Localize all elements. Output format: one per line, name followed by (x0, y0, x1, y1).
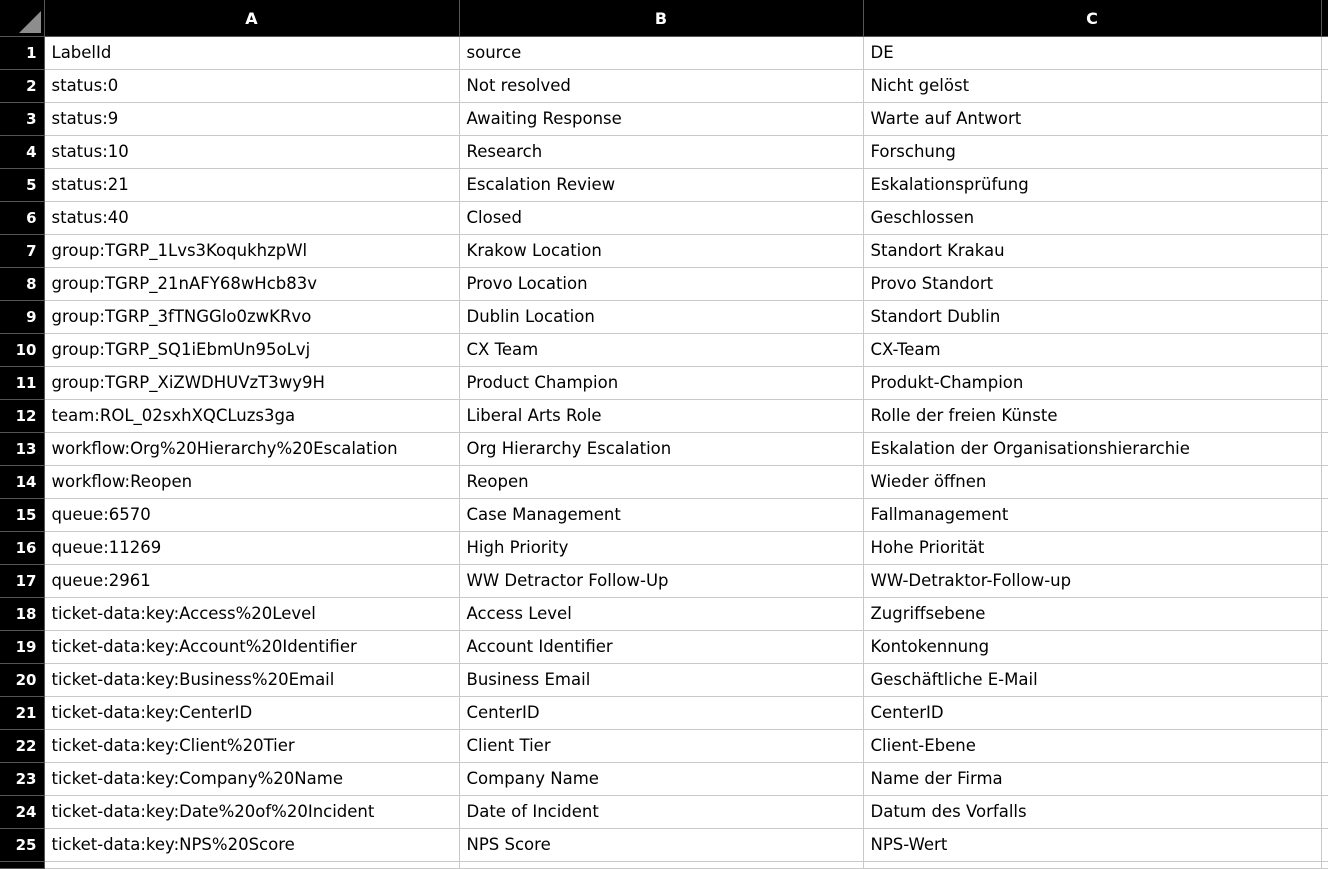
cell-b[interactable]: Not resolved (459, 70, 863, 103)
cell-c[interactable]: Produkt-Champion (863, 367, 1321, 400)
cell-overflow[interactable] (1321, 301, 1328, 334)
cell-b[interactable]: Dublin Location (459, 301, 863, 334)
cell-c[interactable]: Provo Standort (863, 268, 1321, 301)
cell-a[interactable]: status:21 (44, 169, 459, 202)
cell-a[interactable]: ticket-data:key:Account%20Identifier (44, 631, 459, 664)
cell-c[interactable]: WW-Detraktor-Follow-up (863, 565, 1321, 598)
cell-overflow[interactable] (1321, 862, 1328, 869)
column-header-b[interactable]: B (459, 0, 863, 37)
column-header-c[interactable]: C (863, 0, 1321, 37)
cell-overflow[interactable] (1321, 268, 1328, 301)
cell-b[interactable]: Business Email (459, 664, 863, 697)
table-row-partial[interactable] (0, 862, 1328, 869)
cell-c[interactable]: Hohe Priorität (863, 532, 1321, 565)
cell-c[interactable]: Name der Firma (863, 763, 1321, 796)
cell-c[interactable]: Geschlossen (863, 202, 1321, 235)
table-row[interactable] (0, 268, 1328, 301)
table-row[interactable] (0, 169, 1328, 202)
row-header[interactable]: 21 (0, 697, 44, 730)
cell-a[interactable] (44, 862, 459, 869)
row-header[interactable]: 23 (0, 763, 44, 796)
cell-a[interactable]: workflow:Reopen (44, 466, 459, 499)
cell-a[interactable]: group:TGRP_XiZWDHUVzT3wy9H (44, 367, 459, 400)
cell-a[interactable]: queue:2961 (44, 565, 459, 598)
cell-overflow[interactable] (1321, 631, 1328, 664)
cell-overflow[interactable] (1321, 499, 1328, 532)
row-header[interactable]: 14 (0, 466, 44, 499)
cell-b[interactable]: Access Level (459, 598, 863, 631)
cell-b[interactable]: Provo Location (459, 268, 863, 301)
cell-b[interactable]: Closed (459, 202, 863, 235)
table-row[interactable] (0, 235, 1328, 268)
cell-b[interactable]: High Priority (459, 532, 863, 565)
row-header[interactable]: 7 (0, 235, 44, 268)
row-header[interactable]: 9 (0, 301, 44, 334)
cell-b[interactable]: CX Team (459, 334, 863, 367)
column-header-a[interactable]: A (44, 0, 459, 37)
cell-c[interactable]: CX-Team (863, 334, 1321, 367)
cell-overflow[interactable] (1321, 169, 1328, 202)
cell-b[interactable]: WW Detractor Follow-Up (459, 565, 863, 598)
row-header[interactable]: 4 (0, 136, 44, 169)
cell-b[interactable]: Account Identifier (459, 631, 863, 664)
table-row[interactable] (0, 202, 1328, 235)
grid-body (0, 37, 1328, 869)
table-row[interactable] (0, 136, 1328, 169)
cell-c[interactable]: Nicht gelöst (863, 70, 1321, 103)
cell-c[interactable]: Zugriffsebene (863, 598, 1321, 631)
cell-c[interactable]: Forschung (863, 136, 1321, 169)
row-header[interactable]: 11 (0, 367, 44, 400)
row-header[interactable]: 10 (0, 334, 44, 367)
table-row[interactable] (0, 103, 1328, 136)
row-header[interactable]: 19 (0, 631, 44, 664)
cell-c[interactable]: Standort Dublin (863, 301, 1321, 334)
table-row[interactable] (0, 763, 1328, 796)
cell-overflow[interactable] (1321, 37, 1328, 70)
cell-overflow[interactable] (1321, 202, 1328, 235)
cell-c[interactable]: Kontokennung (863, 631, 1321, 664)
cell-a[interactable]: workflow:Org%20Hierarchy%20Escalation (44, 433, 459, 466)
cell-c[interactable]: Standort Krakau (863, 235, 1321, 268)
cell-overflow[interactable] (1321, 136, 1328, 169)
cell-a[interactable]: ticket-data:key:Access%20Level (44, 598, 459, 631)
cell-overflow[interactable] (1321, 466, 1328, 499)
cell-b[interactable]: Research (459, 136, 863, 169)
cell-b[interactable]: source (459, 37, 863, 70)
cell-b[interactable]: Escalation Review (459, 169, 863, 202)
cell-c[interactable]: Geschäftliche E-Mail (863, 664, 1321, 697)
cell-b[interactable]: Company Name (459, 763, 863, 796)
row-header[interactable]: 16 (0, 532, 44, 565)
table-row[interactable] (0, 697, 1328, 730)
cell-c[interactable]: Warte auf Antwort (863, 103, 1321, 136)
table-row[interactable] (0, 598, 1328, 631)
table-row[interactable] (0, 400, 1328, 433)
cell-overflow[interactable] (1321, 532, 1328, 565)
cell-a[interactable]: group:TGRP_SQ1iEbmUn95oLvj (44, 334, 459, 367)
table-row[interactable] (0, 433, 1328, 466)
cell-overflow[interactable] (1321, 70, 1328, 103)
cell-overflow[interactable] (1321, 103, 1328, 136)
row-header[interactable]: 17 (0, 565, 44, 598)
row-header[interactable]: 15 (0, 499, 44, 532)
table-row[interactable] (0, 796, 1328, 829)
cell-b[interactable]: Date of Incident (459, 796, 863, 829)
row-header[interactable]: 25 (0, 829, 44, 862)
cell-overflow[interactable] (1321, 763, 1328, 796)
row-header[interactable]: 20 (0, 664, 44, 697)
cell-c[interactable]: Eskalation der Organisationshierarchie (863, 433, 1321, 466)
row-header[interactable]: 18 (0, 598, 44, 631)
cell-overflow[interactable] (1321, 697, 1328, 730)
cell-a[interactable]: ticket-data:key:CenterID (44, 697, 459, 730)
cell-c[interactable]: Rolle der freien Künste (863, 400, 1321, 433)
table-row[interactable] (0, 466, 1328, 499)
cell-a[interactable]: status:0 (44, 70, 459, 103)
table-row[interactable] (0, 499, 1328, 532)
cell-b[interactable]: CenterID (459, 697, 863, 730)
cell-overflow[interactable] (1321, 400, 1328, 433)
cell-c[interactable]: Datum des Vorfalls (863, 796, 1321, 829)
cell-overflow[interactable] (1321, 565, 1328, 598)
cell-a[interactable]: status:10 (44, 136, 459, 169)
select-all-icon (19, 11, 41, 33)
row-header[interactable]: 22 (0, 730, 44, 763)
cell-b[interactable] (459, 862, 863, 869)
cell-b[interactable]: Liberal Arts Role (459, 400, 863, 433)
cell-a[interactable]: status:9 (44, 103, 459, 136)
cell-overflow[interactable] (1321, 598, 1328, 631)
row-header[interactable]: 24 (0, 796, 44, 829)
table-row[interactable] (0, 532, 1328, 565)
row-header[interactable]: 13 (0, 433, 44, 466)
cell-a[interactable]: ticket-data:key:Business%20Email (44, 664, 459, 697)
cell-c[interactable]: Client-Ebene (863, 730, 1321, 763)
cell-overflow[interactable] (1321, 433, 1328, 466)
row-header[interactable]: 1 (0, 37, 44, 70)
cell-b[interactable]: Awaiting Response (459, 103, 863, 136)
cell-a[interactable]: ticket-data:key:Company%20Name (44, 763, 459, 796)
table-row[interactable] (0, 631, 1328, 664)
cell-overflow[interactable] (1321, 796, 1328, 829)
cell-a[interactable]: status:40 (44, 202, 459, 235)
cell-a[interactable]: team:ROL_02sxhXQCLuzs3ga (44, 400, 459, 433)
cell-a[interactable]: group:TGRP_3fTNGGlo0zwKRvo (44, 301, 459, 334)
cell-a[interactable]: ticket-data:key:NPS%20Score (44, 829, 459, 862)
cell-overflow[interactable] (1321, 664, 1328, 697)
cell-c[interactable] (863, 862, 1321, 869)
row-header[interactable]: 2 (0, 70, 44, 103)
cell-a[interactable]: ticket-data:key:Client%20Tier (44, 730, 459, 763)
cell-c[interactable]: DE (863, 37, 1321, 70)
column-header-row (0, 0, 1328, 37)
cell-overflow[interactable] (1321, 730, 1328, 763)
column-header-overflow[interactable] (1321, 0, 1328, 37)
cell-b[interactable]: Case Management (459, 499, 863, 532)
cell-b[interactable]: Reopen (459, 466, 863, 499)
row-header[interactable]: 6 (0, 202, 44, 235)
cell-c[interactable]: CenterID (863, 697, 1321, 730)
table-row[interactable] (0, 829, 1328, 862)
select-all-corner[interactable] (0, 0, 44, 37)
row-header[interactable]: 12 (0, 400, 44, 433)
cell-overflow[interactable] (1321, 829, 1328, 862)
cell-c[interactable]: NPS-Wert (863, 829, 1321, 862)
row-header[interactable] (0, 862, 44, 869)
row-header[interactable]: 3 (0, 103, 44, 136)
cell-c[interactable]: Wieder öffnen (863, 466, 1321, 499)
table-row[interactable] (0, 664, 1328, 697)
table-row[interactable] (0, 334, 1328, 367)
table-row[interactable] (0, 565, 1328, 598)
cell-a[interactable]: queue:11269 (44, 532, 459, 565)
table-row[interactable] (0, 301, 1328, 334)
table-row[interactable] (0, 37, 1328, 70)
cell-a[interactable]: ticket-data:key:Date%20of%20Incident (44, 796, 459, 829)
cell-b[interactable]: Client Tier (459, 730, 863, 763)
table-row[interactable] (0, 730, 1328, 763)
cell-overflow[interactable] (1321, 367, 1328, 400)
cell-b[interactable]: NPS Score (459, 829, 863, 862)
cell-a[interactable]: queue:6570 (44, 499, 459, 532)
cell-c[interactable]: Fallmanagement (863, 499, 1321, 532)
cell-c[interactable]: Eskalationsprüfung (863, 169, 1321, 202)
row-header[interactable]: 5 (0, 169, 44, 202)
cell-b[interactable]: Krakow Location (459, 235, 863, 268)
cell-overflow[interactable] (1321, 235, 1328, 268)
row-header[interactable]: 8 (0, 268, 44, 301)
cell-a[interactable]: LabelId (44, 37, 459, 70)
cell-a[interactable]: group:TGRP_1Lvs3KoqukhzpWl (44, 235, 459, 268)
cell-b[interactable]: Product Champion (459, 367, 863, 400)
table-row[interactable] (0, 70, 1328, 103)
cell-a[interactable]: group:TGRP_21nAFY68wHcb83v (44, 268, 459, 301)
cell-b[interactable]: Org Hierarchy Escalation (459, 433, 863, 466)
cell-overflow[interactable] (1321, 334, 1328, 367)
table-row[interactable] (0, 367, 1328, 400)
